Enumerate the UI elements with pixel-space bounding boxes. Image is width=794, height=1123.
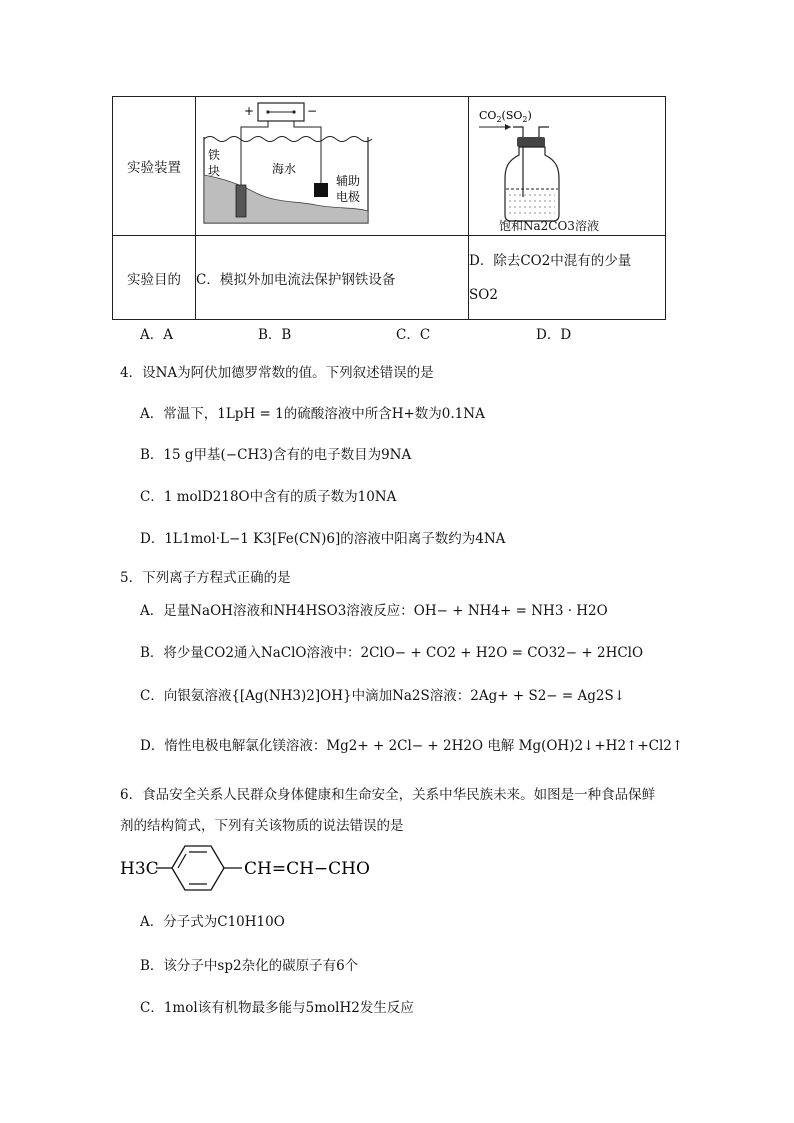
q3-option-a[interactable]: A．A [140,327,173,343]
q6-stem-line1: 6．食品安全关系人民群众身体健康和生命安全，关系中华民族未来。如图是一种食品保鲜 [120,787,656,803]
q4-option-c[interactable]: C．1 molD218O中含有的质子数为10NA [140,489,397,505]
q4-option-b[interactable]: B．15 g甲基(−CH3)含有的电子数目为9NA [140,447,412,463]
gas-label: $CO_2(SO_2)$ [479,109,532,124]
apparatus-c-cell [196,97,469,236]
plus-sign: + [244,104,255,118]
q5-option-a[interactable]: A．足量NaOH溶液和NH4HSO3溶液反应：OH− + NH4+ = NH3 · H2O [140,603,608,619]
purpose-d [469,236,666,320]
q6-stem-line2: 剂的结构简式，下列有关该物质的说法错误的是 [120,818,404,834]
gas-washing-bottle-diagram [469,97,665,231]
label-seawater: 海水 [272,162,297,176]
q6-option-b[interactable]: B．该分子中sp2杂化的碳原子有6个 [140,958,359,974]
row-label-apparatus: 实验装置 [113,97,196,236]
q5-option-b[interactable]: B．将少量CO2通入NaClO溶液中：2ClO− + CO2 + H2O = CO32− + 2HClO [140,645,644,661]
experiment-table [112,96,666,320]
q4-option-a[interactable]: A．常温下，1LpH = 1的硫酸溶液中所含H+数为0.1NA [140,406,485,422]
label-kuai: 块 [208,164,221,178]
q3-option-b[interactable]: B．B [258,327,292,343]
q5-option-c[interactable]: C．向银氨溶液{[Ag(NH3)2]OH}中滴加Na2S溶液：2Ag+ + S2− = Ag2S↓ [140,688,626,704]
formula-left-group: H3C [120,859,159,879]
q6-option-c[interactable]: C．1mol该有机物最多能与5molH2发生反应 [140,1000,414,1016]
solution-caption: 饱和Na2CO3溶液 [499,219,599,233]
q4-option-d[interactable]: D．1L1mol·L−1 K3[Fe(CN)6]的溶液中阳离子数约为4NA [140,531,506,547]
minus-sign: − [307,104,318,118]
q5-stem: 5．下列离子方程式正确的是 [120,570,291,586]
q3-option-d[interactable]: D．D [536,327,572,343]
electrolysis-apparatus-diagram [196,97,468,231]
formula-right-group: CH=CH−CHO [244,859,370,879]
purpose-d-line1: D．除去CO2中混有的少量 [469,252,632,269]
q5-option-d[interactable]: D．惰性电极电解氯化镁溶液：Mg2+ + 2Cl− + 2H2O 电解 Mg(OH)2↓+H2↑+Cl2↑ [140,738,684,754]
structural-formula [120,840,390,896]
purpose-d-line2: SO2 [469,286,498,303]
q6-option-a[interactable]: A．分子式为C10H10O [140,914,285,930]
q4-stem: 4．设NA为阿伏加德罗常数的值。下列叙述错误的是 [120,365,434,381]
purpose-c: C．模拟外加电流法保护钢铁设备 [196,236,469,320]
label-tie: 铁 [208,148,221,162]
label-dianji: 电极 [336,190,361,204]
label-fuzhu: 辅助 [336,174,361,188]
row-label-purpose: 实验目的 [113,236,196,320]
q3-option-c[interactable]: C．C [396,327,431,343]
apparatus-d-cell [469,97,666,236]
